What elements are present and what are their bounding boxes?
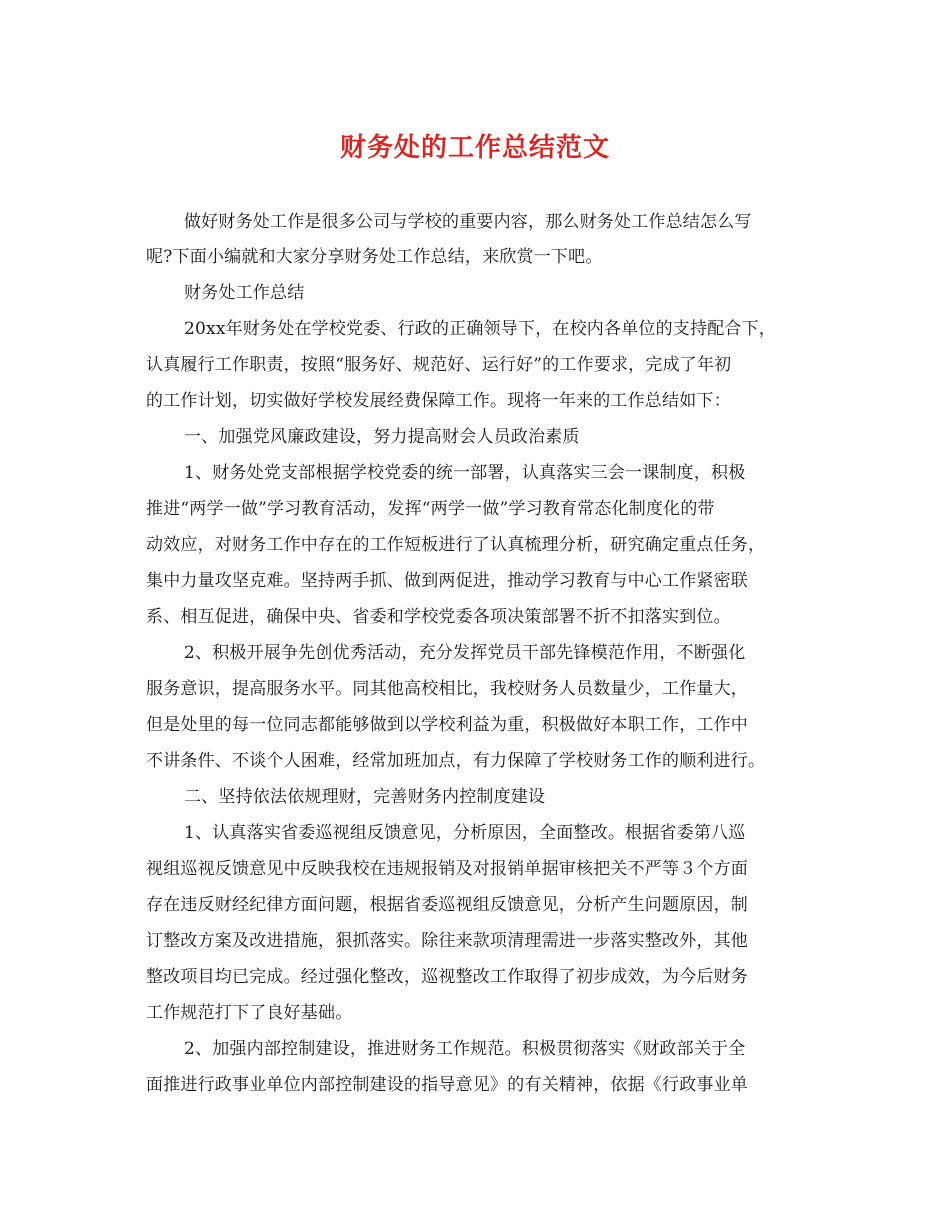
text-line: 财务处工作总结 — [184, 283, 305, 303]
document-title: 财务处的工作总结范文 — [339, 133, 610, 163]
text-line: 20xx年财务处在学校党委、行政的正确领导下，在校内各单位的支持配合下， — [184, 319, 777, 339]
text-line: 视组巡视反馈意见中反映我校在违规报销及对报销单据审核把关不严等３个方面 — [146, 859, 748, 879]
text-line: 做好财务处工作是很多公司与学校的重要内容，那么财务处工作总结怎么写 — [184, 212, 752, 232]
text-line: 2、加强内部控制建设，推进财务工作规范。积极贯彻落实《财政部关于全 — [184, 1039, 746, 1059]
text-line: 推进“两学一做”学习教育活动，发挥“两学一做”学习教育常态化制度化的带 — [146, 499, 715, 519]
text-line: 2、积极开展争先创优秀活动，充分发挥党员干部先锋模范作用，不断强化 — [184, 643, 746, 663]
text-line: 系、相互促进，确保中央、省委和学校党委各项决策部署不折不扣落实到位。 — [146, 607, 731, 627]
text-line: 呢?下面小编就和大家分享财务处工作总结，来欣赏一下吧。 — [146, 247, 603, 267]
text-line: 但是处里的每一位同志都能够做到以学校利益为重，积极做好本职工作，工作中 — [146, 715, 748, 735]
text-line: 服务意识，提高服务水平。同其他高校相比，我校财务人员数量少，工作量大， — [146, 679, 748, 699]
text-line: 认真履行工作职责，按照“服务好、规范好、运行好”的工作要求，完成了年初 — [146, 355, 732, 375]
section-heading: 一、加强党风廉政建设，努力提高财会人员政治素质 — [184, 427, 580, 447]
text-line: 1、财务处党支部根据学校党委的统一部署，认真落实三会一课制度，积极 — [184, 463, 746, 483]
text-line: 工作规范打下了良好基础。 — [146, 1003, 353, 1023]
text-line: 面推进行政事业单位内部控制建设的指导意见》的有关精神，依据《行政事业单 — [146, 1075, 748, 1095]
text-line: 整改项目均已完成。经过强化整改，巡视整改工作取得了初步成效，为今后财务 — [146, 967, 748, 987]
text-line: 集中力量攻坚克难。坚持两手抓、做到两促进，推动学习教育与中心工作紧密联 — [146, 571, 748, 591]
section-heading: 二、坚持依法依规理财，完善财务内控制度建设 — [184, 787, 546, 807]
text-line: 1、认真落实省委巡视组反馈意见，分析原因，全面整改。根据省委第八巡 — [184, 823, 746, 843]
text-line: 存在违反财经纪律方面问题，根据省委巡视组反馈意见，分析产生问题原因，制 — [146, 895, 748, 915]
text-line: 动效应，对财务工作中存在的工作短板进行了认真梳理分析，研究确定重点任务， — [146, 535, 766, 555]
text-line: 的工作计划，切实做好学校发展经费保障工作。现将一年来的工作总结如下： — [146, 391, 731, 411]
text-line: 不讲条件、不谈个人困难，经常加班加点，有力保障了学校财务工作的顺利进行。 — [146, 751, 766, 771]
text-line: 订整改方案及改进措施，狠抓落实。除往来款项清理需进一步落实整改外，其他 — [146, 931, 748, 951]
